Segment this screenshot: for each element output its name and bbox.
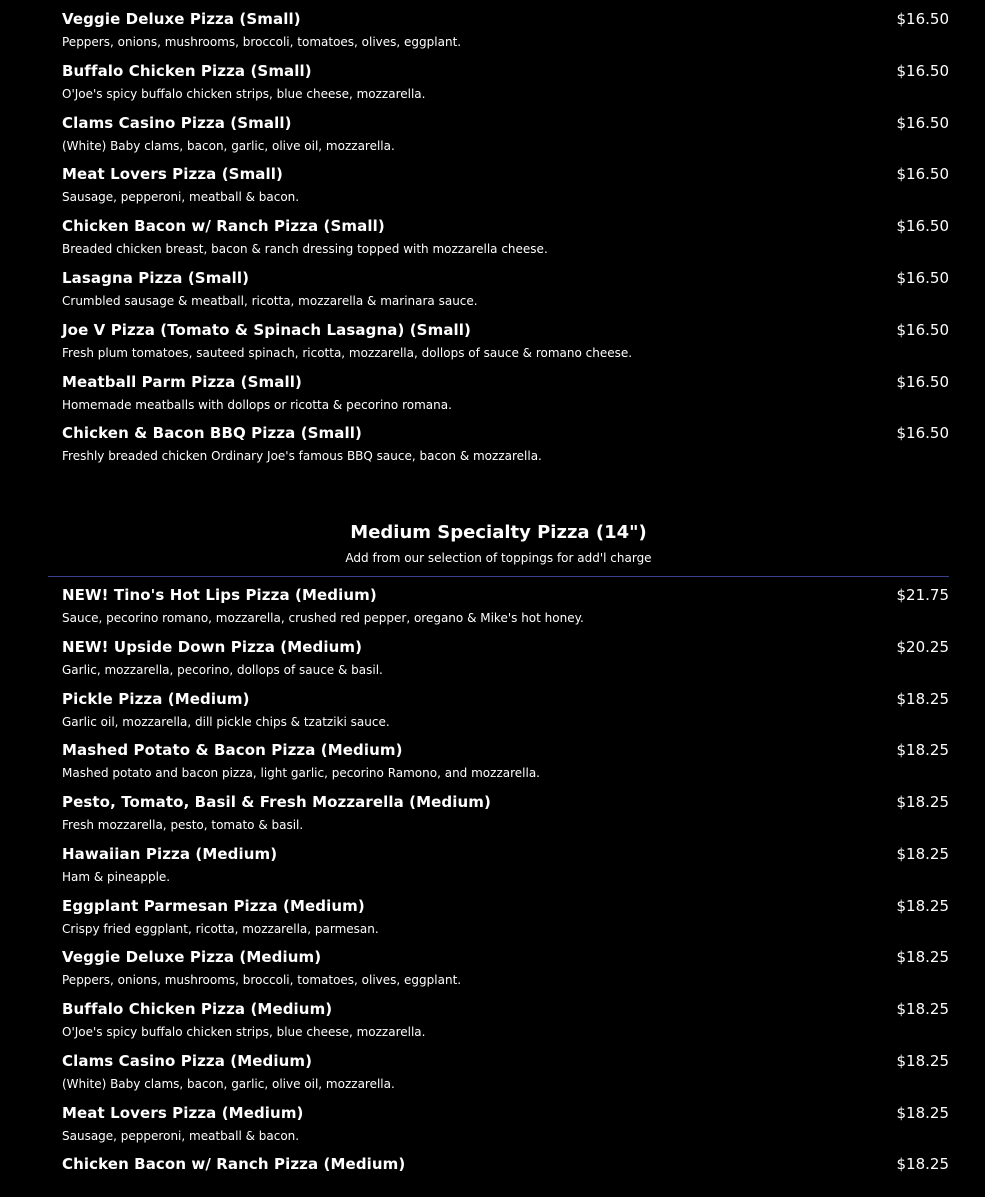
menu-item[interactable] — [62, 887, 949, 939]
item-description: Garlic, mozzarella, pecorino, dollops of sauce & basil. — [62, 662, 383, 677]
item-name: Meatball Parm Pizza (Small) — [62, 372, 302, 391]
item-price: $20.25 — [896, 637, 949, 656]
item-price: $16.50 — [896, 165, 949, 184]
menu-item[interactable] — [62, 363, 949, 415]
item-price: $18.25 — [896, 844, 949, 863]
item-name: Chicken & Bacon BBQ Pizza (Small) — [62, 424, 362, 443]
item-price: $18.25 — [896, 948, 949, 967]
menu-item[interactable] — [62, 680, 949, 732]
item-description: Fresh plum tomatoes, sauteed spinach, ricotta, mozzarella, dollops of sauce & romano cheese. — [62, 345, 633, 360]
item-name: Clams Casino Pizza (Medium) — [62, 1051, 313, 1070]
item-name: Buffalo Chicken Pizza (Medium) — [62, 1000, 333, 1018]
item-name: Clams Casino Pizza (Small) — [62, 113, 292, 132]
item-price: $16.50 — [896, 113, 949, 132]
item-name: Joe V Pizza (Tomato & Spinach Lasagna) (Small) — [62, 320, 471, 339]
menu-item[interactable] — [62, 104, 949, 156]
menu-item[interactable] — [62, 0, 949, 52]
item-name: Veggie Deluxe Pizza (Small) — [62, 10, 301, 28]
item-price: $18.25 — [896, 741, 949, 760]
item-description: Garlic oil, mozzarella, dill pickle chips & tzatziki sauce. — [62, 714, 390, 729]
menu-item[interactable] — [62, 990, 949, 1042]
item-price: $16.50 — [896, 269, 949, 287]
item-price: $16.50 — [896, 372, 949, 391]
item-price: $18.25 — [896, 1051, 949, 1070]
menu-item[interactable] — [62, 207, 949, 259]
item-description: Sauce, pecorino romano, mozzarella, crushed red pepper, oregano & Mike's hot honey. — [62, 611, 584, 625]
menu-item[interactable] — [62, 1042, 949, 1094]
item-description: Homemade meatballs with dollops or ricotta & pecorino romana. — [62, 397, 452, 412]
item-name: Hawaiian Pizza (Medium) — [62, 844, 278, 863]
item-description: Peppers, onions, mushrooms, broccoli, tomatoes, olives, eggplant. — [62, 35, 462, 49]
item-name: Lasagna Pizza (Small) — [62, 269, 250, 287]
item-name: Meat Lovers Pizza (Medium) — [62, 1103, 304, 1122]
item-price: $16.50 — [896, 424, 949, 443]
item-description: Peppers, onions, mushrooms, broccoli, tomatoes, olives, eggplant. — [62, 973, 462, 988]
menu-item[interactable] — [62, 1145, 949, 1197]
menu-item[interactable] — [62, 52, 949, 104]
menu-item[interactable] — [62, 155, 949, 207]
item-price: $16.50 — [896, 217, 949, 236]
item-price: $16.50 — [896, 320, 949, 339]
item-description: Sausage, pepperoni, meatball & bacon. — [62, 1128, 300, 1143]
item-name: NEW! Tino's Hot Lips Pizza (Medium) — [62, 586, 377, 604]
item-description: Ham & pineapple. — [62, 869, 171, 884]
item-name: Pickle Pizza (Medium) — [62, 689, 250, 708]
item-description: (White) Baby clams, bacon, garlic, olive oil, mozzarella. — [62, 1076, 395, 1091]
section-subtitle: Add from our selection of toppings for add'l charge — [345, 551, 652, 565]
menu-item[interactable] — [62, 1094, 949, 1146]
section-title: Medium Specialty Pizza (14") — [350, 522, 647, 543]
item-name: Eggplant Parmesan Pizza (Medium) — [62, 896, 365, 915]
item-description: O'Joe's spicy buffalo chicken strips, blue cheese, mozzarella. — [62, 86, 426, 101]
menu-item[interactable] — [62, 576, 949, 628]
item-description: (White) Baby clams, bacon, garlic, olive oil, mozzarella. — [62, 138, 395, 153]
item-name: Buffalo Chicken Pizza (Small) — [62, 61, 312, 80]
item-description: Crispy fried eggplant, ricotta, mozzarella, parmesan. — [62, 921, 379, 936]
item-description: Freshly breaded chicken Ordinary Joe's famous BBQ sauce, bacon & mozzarella. — [62, 449, 542, 464]
item-name: Pesto, Tomato, Basil & Fresh Mozzarella (Medium) — [62, 793, 491, 811]
item-name: NEW! Upside Down Pizza (Medium) — [62, 637, 363, 656]
item-name: Chicken Bacon w/ Ranch Pizza (Medium) — [62, 1155, 406, 1174]
item-price: $18.25 — [896, 1103, 949, 1122]
item-price: $18.25 — [896, 1155, 949, 1174]
item-name: Meat Lovers Pizza (Small) — [62, 165, 283, 184]
menu-item[interactable] — [62, 835, 949, 887]
item-name: Chicken Bacon w/ Ranch Pizza (Small) — [62, 217, 385, 236]
menu-item[interactable] — [62, 259, 949, 311]
menu-item[interactable] — [62, 783, 949, 835]
item-price: $18.25 — [896, 896, 949, 915]
item-price: $21.75 — [896, 586, 949, 604]
item-description: Breaded chicken breast, bacon & ranch dressing topped with mozzarella cheese. — [62, 242, 548, 257]
item-price: $18.25 — [896, 1000, 949, 1018]
item-description: Fresh mozzarella, pesto, tomato & basil. — [62, 818, 304, 832]
menu-item[interactable] — [62, 311, 949, 363]
menu-item[interactable] — [62, 628, 949, 680]
item-price: $16.50 — [896, 10, 949, 28]
item-name: Mashed Potato & Bacon Pizza (Medium) — [62, 741, 403, 760]
item-description: Crumbled sausage & meatball, ricotta, mozzarella & marinara sauce. — [62, 294, 478, 308]
item-price: $16.50 — [896, 61, 949, 80]
medium-section-header — [48, 518, 949, 577]
menu-item[interactable] — [62, 731, 949, 783]
item-price: $18.25 — [896, 793, 949, 811]
item-price: $18.25 — [896, 689, 949, 708]
item-description: Sausage, pepperoni, meatball & bacon. — [62, 190, 300, 205]
item-name: Veggie Deluxe Pizza (Medium) — [62, 948, 322, 967]
item-description: O'Joe's spicy buffalo chicken strips, blue cheese, mozzarella. — [62, 1025, 426, 1039]
menu-item[interactable] — [62, 414, 949, 466]
item-description: Mashed potato and bacon pizza, light garlic, pecorino Ramono, and mozzarella. — [62, 766, 540, 781]
menu-item[interactable] — [62, 938, 949, 990]
